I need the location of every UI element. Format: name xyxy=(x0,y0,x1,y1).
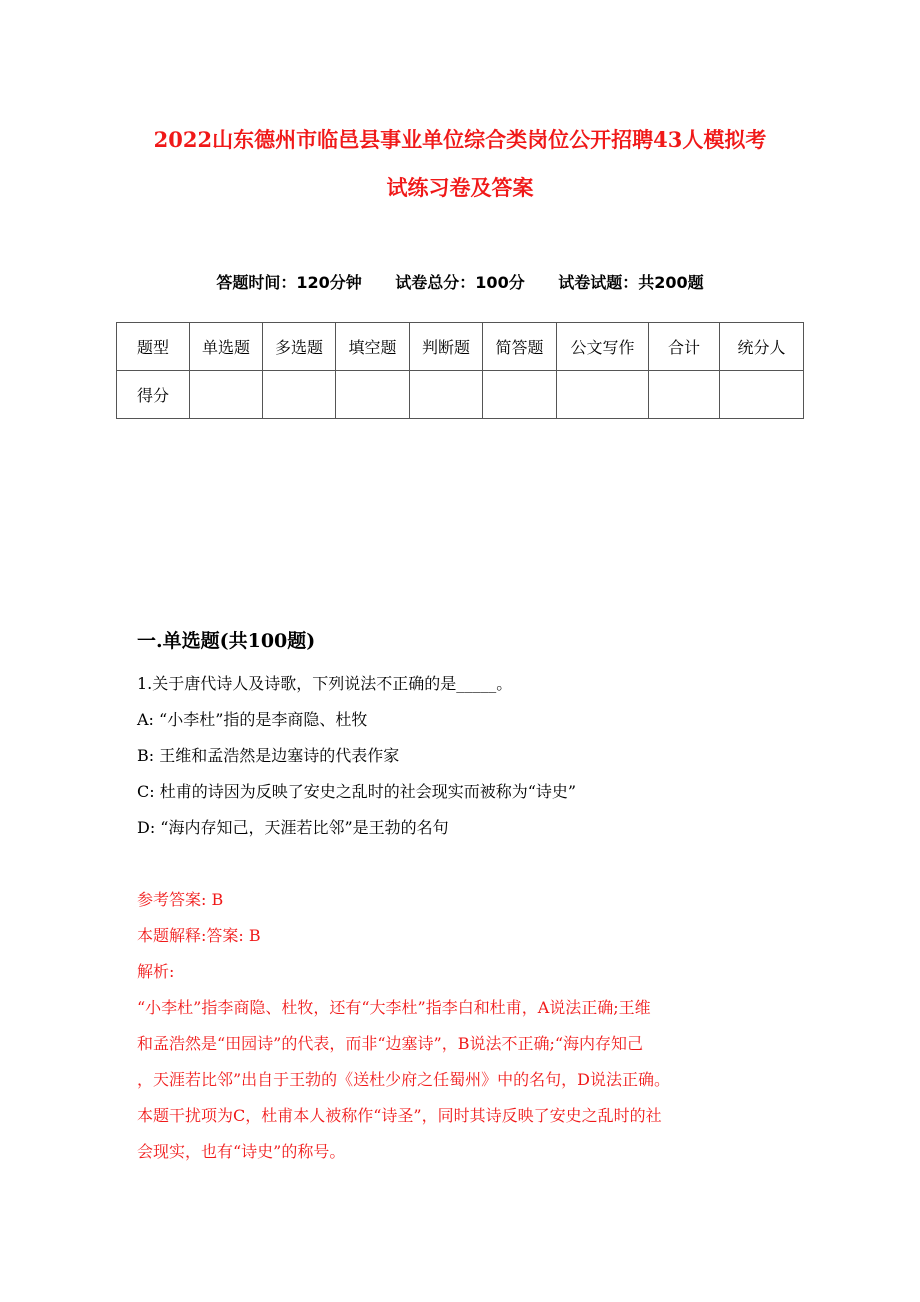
score-cell xyxy=(649,371,720,419)
option-d: D: “海内存知己，天涯若比邻”是王勃的名句 xyxy=(137,818,449,837)
header-cell: 题型 xyxy=(117,323,190,371)
analysis-label: 解析: xyxy=(137,962,175,981)
title-line-2: 试练习卷及答案 xyxy=(386,175,534,200)
header-cell: 判断题 xyxy=(410,323,483,371)
exam-count: 试卷试题：共200题 xyxy=(558,273,704,292)
header-cell: 填空题 xyxy=(336,323,410,371)
option-b: B: 王维和孟浩然是边塞诗的代表作家 xyxy=(137,746,400,765)
analysis-line: “小李杜”指李商隐、杜牧，还有“大李杜”指李白和杜甫，A说法正确;王维 xyxy=(137,998,651,1017)
header-cell: 合计 xyxy=(649,323,720,371)
option-c: C: 杜甫的诗因为反映了安史之乱时的社会现实而被称为“诗史” xyxy=(137,782,577,801)
header-cell: 公文写作 xyxy=(557,323,649,371)
analysis-line: 和孟浩然是“田园诗”的代表，而非“边塞诗”，B说法不正确;“海内存知己 xyxy=(137,1034,644,1053)
answer: 参考答案: B xyxy=(137,890,224,909)
title-line-1: 2022山东德州市临邑县事业单位综合类岗位公开招聘43人模拟考 xyxy=(153,127,767,152)
exam-time: 答题时间：120分钟 xyxy=(216,273,362,292)
score-cell xyxy=(410,371,483,419)
exam-meta xyxy=(0,270,920,293)
header-cell: 统分人 xyxy=(720,323,804,371)
score-cell xyxy=(483,371,557,419)
score-cell xyxy=(336,371,410,419)
header-cell: 简答题 xyxy=(483,323,557,371)
header-cell: 单选题 xyxy=(190,323,263,371)
option-a: A: “小李杜”指的是李商隐、杜牧 xyxy=(137,710,368,729)
score-cell xyxy=(720,371,804,419)
analysis-line: 会现实，也有“诗史”的称号。 xyxy=(137,1142,346,1161)
score-cell xyxy=(557,371,649,419)
score-cell xyxy=(190,371,263,419)
analysis-line: 本题干扰项为C，杜甫本人被称作“诗圣”，同时其诗反映了安史之乱时的社 xyxy=(137,1106,662,1125)
header-cell: 多选题 xyxy=(263,323,336,371)
analysis-line: ，天涯若比邻”出自于王勃的《送杜少府之任蜀州》中的名句，D说法正确。 xyxy=(137,1070,671,1089)
score-cell xyxy=(263,371,336,419)
exam-total: 试卷总分：100分 xyxy=(395,273,525,292)
score-table xyxy=(116,322,804,419)
explanation-head: 本题解释:答案: B xyxy=(137,926,261,945)
section-heading: 一.单选题(共100题) xyxy=(137,630,316,652)
row-label: 得分 xyxy=(117,371,190,419)
question-stem: 1.关于唐代诗人及诗歌，下列说法不正确的是_____。 xyxy=(137,674,513,693)
